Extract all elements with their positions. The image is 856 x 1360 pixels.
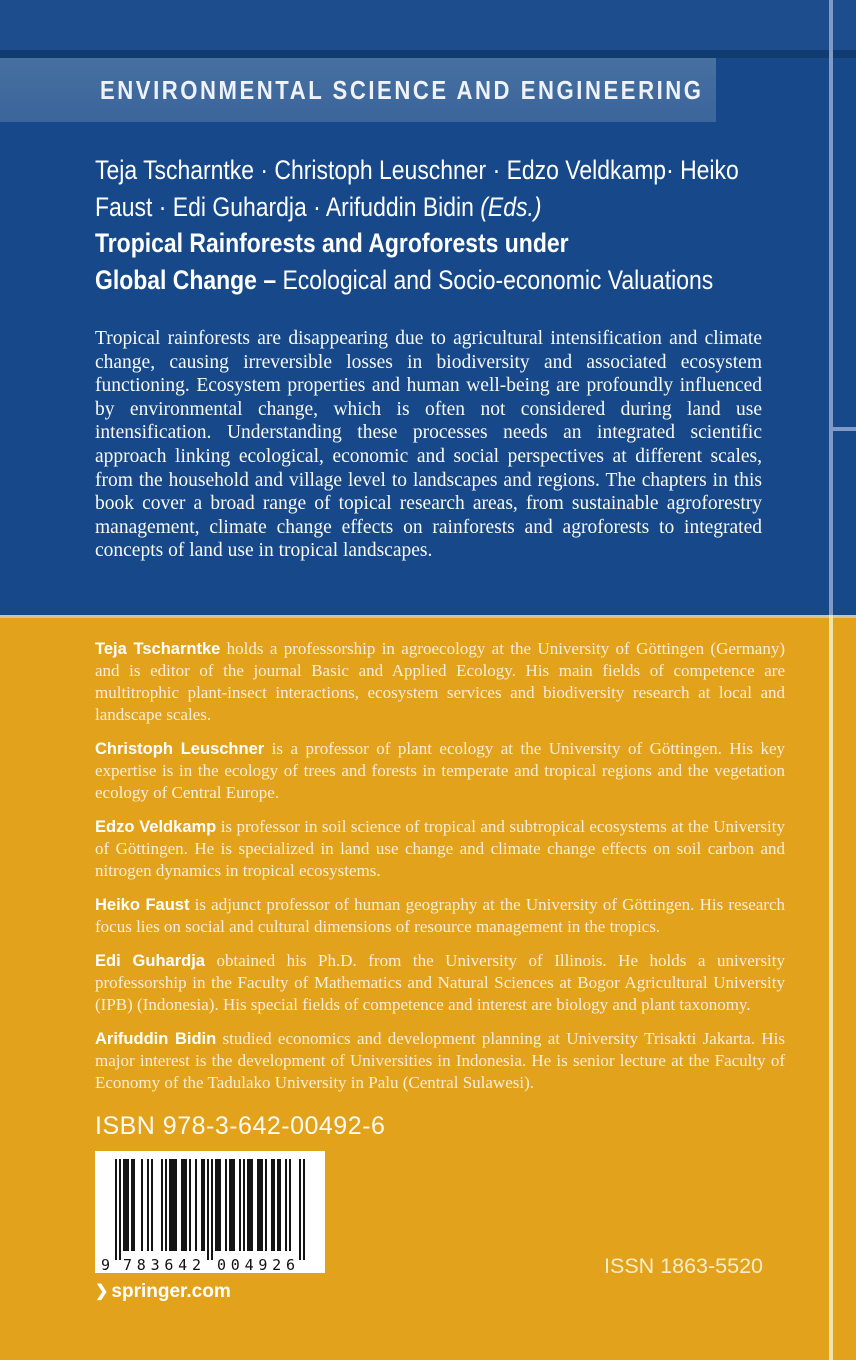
book-title-bold-part: Global Change – (95, 264, 277, 295)
bio-text: is professor in soil science of tropical and subtropical ecosystems at the University of Göttingen. He is specialized in land use change and climate change effects on soil carbon and nitrogen dynamics in tropical ecosystems. (95, 817, 785, 880)
bio-text: obtained his Ph.D. from the University of Illinois. He holds a university professorship in the Faculty of Mathematics and Natural Sciences at Bogor Agricultural University (IPB) (Indonesia). His special fields of competence and interest are biology and plant taxonomy. (95, 951, 786, 1014)
isbn-label: ISBN 978-3-642-00492-6 (95, 1112, 386, 1140)
synopsis-paragraph: Tropical rainforests are disappearing due to agricultural intensification and climate change, causing irreversible losses in biodiversity and associated ecosystem functioning. Ecosystem properties and human well-being are profoundly influenced by environmental change, which is often not considered during land use intensification. Understanding these processes needs an integrated scientific approach linking ecological, economic and social perspectives at different scales, from the household and village level to landscapes and regions. The chapters in this book cover a broad range of topical research areas, from sustainable agroforestry management, climate change effects on rainforests and agroforests to integrated concepts of land use in tropical landscapes. (95, 328, 762, 562)
bio-text: is a professor of plant ecology at the University of Göttingen. His key expertise is in the ecology of trees and forests in temperate and tropical regions and the vegetation ecology of Central Europe. (95, 739, 786, 802)
springer-chevron-icon: ❯ (95, 1283, 109, 1300)
bio-author-name: Edi Guhardja (95, 952, 205, 970)
authors-names: Faust · Edi Guhardja · Arifuddin Bidin (95, 191, 481, 222)
bio-author-name: Edzo Veldkamp (95, 818, 217, 836)
bio-paragraph (95, 894, 785, 938)
book-title-line-1: Tropical Rainforests and Agroforests under (95, 228, 569, 258)
header-block (95, 152, 826, 298)
barcode-bars (95, 1151, 325, 1273)
bio-author-name: Christoph Leuschner (95, 740, 265, 758)
book-subtitle: Ecological and Socio-economic Valuations (276, 264, 714, 295)
issn-label: ISSN 1863-5520 (604, 1254, 763, 1278)
bio-paragraph (95, 1028, 785, 1094)
top-divider-line (0, 50, 856, 58)
bio-paragraph (95, 738, 785, 804)
right-edge-tick (833, 427, 856, 431)
authors-line-2 (95, 189, 826, 226)
series-title: ENVIRONMENTAL SCIENCE AND ENGINEERING (100, 74, 704, 105)
svg-text:9: 9 (101, 1256, 111, 1273)
svg-text:783642: 783642 (123, 1256, 201, 1273)
authors-bio-section (0, 615, 856, 1360)
publisher-label: springer.com (111, 1281, 231, 1302)
bio-paragraph (95, 950, 785, 1016)
top-strip (0, 0, 856, 50)
bio-text: studied economics and development planning at University Trisakti Jakarta. His major interest is the development of Universities in Indonesia. He is senior lecture at the Faculty of Economy of the Tadulako University in Palu (Central Sulawesi). (95, 1029, 785, 1092)
bio-paragraph (95, 816, 785, 882)
bio-text: holds a professorship in agroecology at the University of Göttingen (Germany) and is editor of the journal Basic and Applied Ecology. His main fields of competence are multitrophic plant-insect interactions, ecosystem services and biodiversity research at local and landscape scales. (95, 639, 785, 724)
book-title-line-2 (95, 262, 826, 299)
editors-label: (Eds.) (480, 191, 542, 222)
bio-author-name: Arifuddin Bidin (95, 1030, 217, 1048)
right-edge-rule (829, 0, 833, 1360)
barcode (95, 1151, 325, 1273)
series-banner (0, 58, 716, 122)
bio-text: is adjunct professor of human geography at the University of Göttingen. His research focus lies on social and cultural dimensions of resource management in the tropics. (95, 895, 785, 936)
bio-paragraph (95, 638, 785, 726)
authors-line-1: Teja Tscharntke · Christoph Leuschner · Edzo Veldkamp· Heiko (95, 155, 739, 185)
svg-text:004926: 004926 (217, 1256, 295, 1273)
publisher-link[interactable] (95, 1281, 231, 1303)
bios-list (95, 638, 785, 1106)
bio-author-name: Teja Tscharntke (95, 640, 221, 658)
bio-author-name: Heiko Faust (95, 896, 190, 914)
